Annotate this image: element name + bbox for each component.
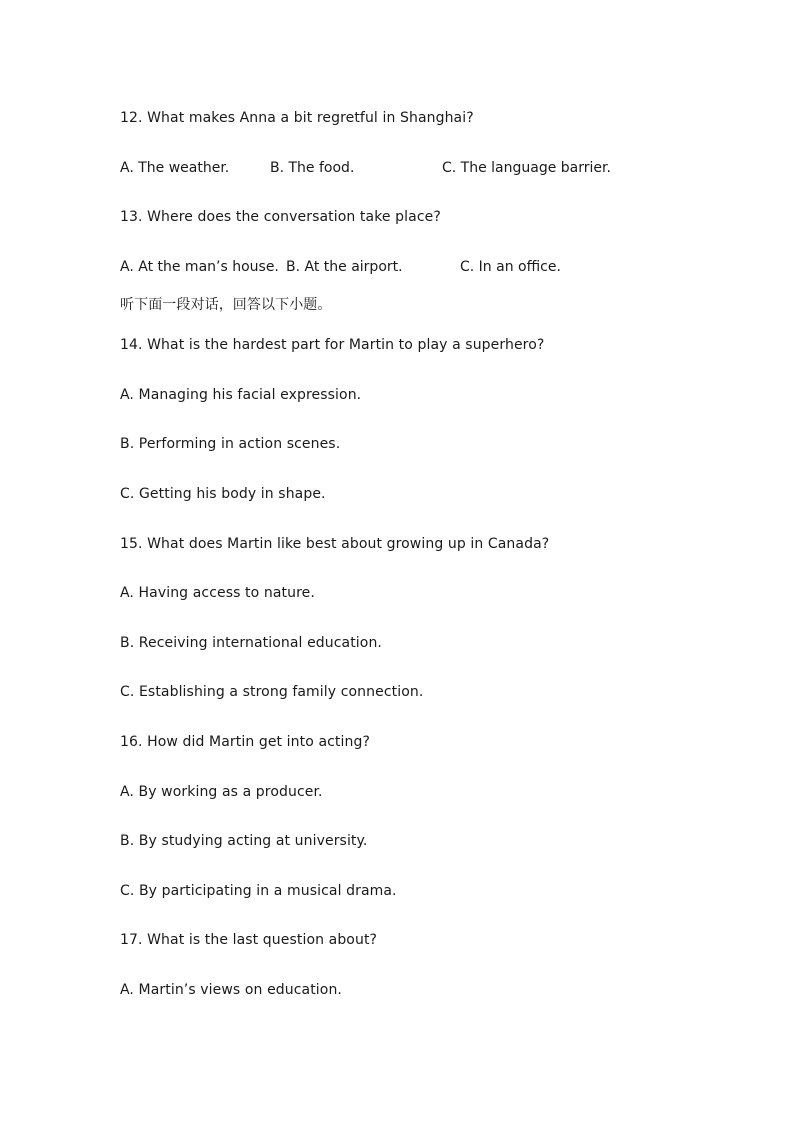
option-a: A. At the man’s house. [120,259,279,275]
question-16: 16. How did Martin get into acting? [120,734,370,750]
option-c: C. The language barrier. [442,160,611,176]
option-c: C. In an office. [460,259,561,275]
question-15-option-a: A. Having access to nature. [120,585,315,601]
question-15-option-b: B. Receiving international education. [120,635,382,651]
question-12-options [120,159,640,177]
question-17-option-a: A. Martin’s views on education. [120,982,342,998]
question-14-option-b: B. Performing in action scenes. [120,436,341,452]
option-a: A. The weather. [120,160,230,176]
listening-instruction: 听下面一段对话，回答以下小题。 [120,297,332,313]
question-16-option-b: B. By studying acting at university. [120,833,368,849]
question-13-options [120,258,580,276]
option-b: B. At the airport. [286,259,403,275]
question-14-option-a: A. Managing his facial expression. [120,387,362,403]
question-12: 12. What makes Anna a bit regretful in Shanghai? [120,110,474,126]
question-16-option-a: A. By working as a producer. [120,784,323,800]
question-17: 17. What is the last question about? [120,932,378,948]
question-13: 13. Where does the conversation take place? [120,209,441,225]
option-b: B. The food. [270,160,355,176]
question-14-option-c: C. Getting his body in shape. [120,486,326,502]
question-15: 15. What does Martin like best about growing up in Canada? [120,536,550,552]
question-14: 14. What is the hardest part for Martin to play a superhero? [120,337,545,353]
question-15-option-c: C. Establishing a strong family connection. [120,684,424,700]
question-16-option-c: C. By participating in a musical drama. [120,883,397,899]
